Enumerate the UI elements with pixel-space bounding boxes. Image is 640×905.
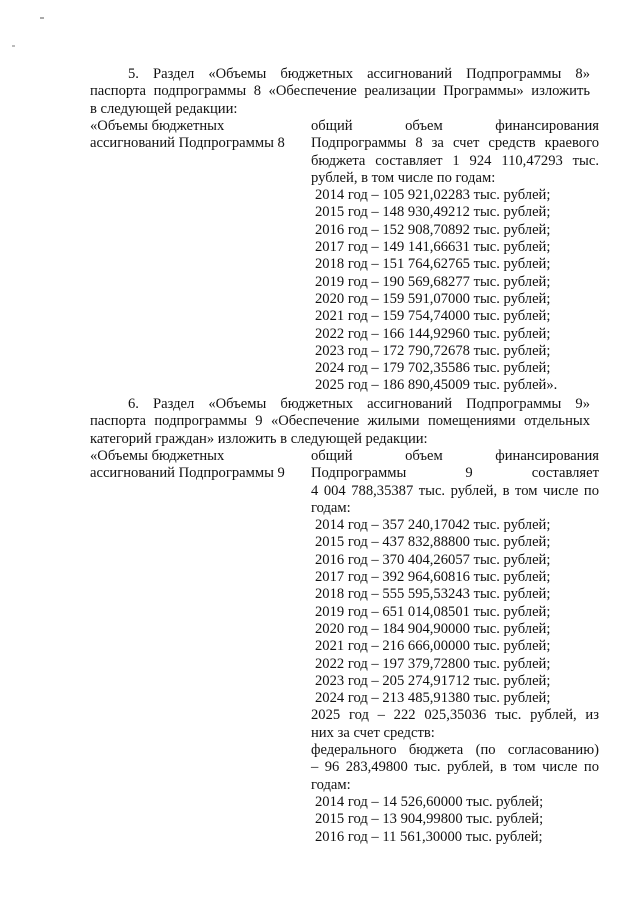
- section6-year2025-line1: 2025 год – 222 025,35036 тыс. рублей, из: [311, 707, 599, 724]
- section5-year-line: 2018 год – 151 764,62765 тыс. рублей;: [315, 256, 551, 273]
- section6-year-line: 2022 год – 197 379,72800 тыс. рублей;: [315, 655, 551, 672]
- scan-speck: [12, 45, 15, 47]
- section6-year2025-line2: них за счет средств:: [311, 724, 435, 741]
- section5-left-column: [90, 118, 300, 153]
- section6-year-line: 2023 год – 205 274,91712 тыс. рублей;: [315, 672, 551, 689]
- section5-year-line: 2017 год – 149 141,66631 тыс. рублей;: [315, 239, 551, 256]
- section6-year-line: 2024 год – 213 485,91380 тыс. рублей;: [315, 690, 551, 707]
- section6-year-line: 2016 год – 370 404,26057 тыс. рублей;: [315, 551, 551, 568]
- section5-year-line: 2015 год – 148 930,49212 тыс. рублей;: [315, 204, 551, 221]
- section5-year-line: 2025 год – 186 890,45009 тыс. рублей».: [315, 377, 558, 394]
- section6-right-line1: общий объем финансирования: [311, 448, 599, 464]
- section5-year-line: 2023 год – 172 790,72678 тыс. рублей;: [315, 342, 551, 359]
- section5-year-line: 2019 год – 190 569,68277 тыс. рублей;: [315, 273, 551, 290]
- section5-right-line3: бюджета составляет 1 924 110,47293 тыс.: [311, 152, 599, 169]
- scan-speck: [40, 17, 44, 19]
- section6-year-line: 2021 год – 216 666,00000 тыс. рублей;: [315, 638, 551, 655]
- section6-fed-line1: федерального бюджета (по согласованию): [311, 742, 599, 759]
- section6-right-line3: 4 004 788,35387 тыс. рублей, в том числе по: [311, 482, 599, 499]
- section5-intro-line2: паспорта подпрограммы 8 «Обеспечение реализации Программы» изложить: [90, 83, 590, 100]
- section5-left-line2: ассигнований Подпрограммы 8: [90, 135, 285, 152]
- section6-year-line: 2020 год – 184 904,90000 тыс. рублей;: [315, 620, 551, 637]
- section5-right-column: [311, 118, 599, 395]
- section6-fed-line2: – 96 283,49800 тыс. рублей, в том числе по: [311, 759, 599, 776]
- section5-year-line: 2024 год – 179 702,35586 тыс. рублей;: [315, 360, 551, 377]
- section5-intro-line1: 5. Раздел «Объемы бюджетных ассигнований Подпрограммы 8»: [128, 66, 590, 82]
- section5-year-line: 2022 год – 166 144,92960 тыс. рублей;: [315, 325, 551, 342]
- section6-right-line4: годам:: [311, 499, 351, 516]
- section5-year-line: 2021 год – 159 754,74000 тыс. рублей;: [315, 308, 551, 325]
- section6-year-line: 2019 год – 651 014,08501 тыс. рублей;: [315, 603, 551, 620]
- section5-year-line: 2016 год – 152 908,70892 тыс. рублей;: [315, 221, 551, 238]
- section6-right-line2: Подпрограммы 9 составляет: [311, 465, 599, 482]
- section5-intro: [90, 66, 590, 118]
- section6-intro-line3: категорий граждан» изложить в следующей редакции:: [90, 430, 428, 447]
- section5-right-line4: рублей, в том числе по годам:: [311, 169, 496, 186]
- section5-intro-line3: в следующей редакции:: [90, 100, 238, 117]
- section6-intro-line2: паспорта подпрограммы 9 «Обеспечение жилыми помещениями отдельных: [90, 413, 590, 430]
- section6-intro-line1: 6. Раздел «Объемы бюджетных ассигнований Подпрограммы 9»: [128, 396, 590, 412]
- section6-year-line: 2017 год – 392 964,60816 тыс. рублей;: [315, 569, 551, 586]
- section6-right-column: [311, 448, 599, 846]
- section5-year-line: 2014 год – 105 921,02283 тыс. рублей;: [315, 187, 551, 204]
- section6-fed-year-line: 2015 год – 13 904,99800 тыс. рублей;: [315, 811, 544, 828]
- section6-year-line: 2018 год – 555 595,53243 тыс. рублей;: [315, 586, 551, 603]
- section6-fed-line3: годам:: [311, 776, 351, 793]
- section6-year-line: 2014 год – 357 240,17042 тыс. рублей;: [315, 517, 551, 534]
- section6-intro: [90, 396, 590, 448]
- section5-left-line1: «Объемы бюджетных: [90, 118, 225, 134]
- section6-fed-year-line: 2014 год – 14 526,60000 тыс. рублей;: [315, 793, 544, 810]
- section6-left-line1: «Объемы бюджетных: [90, 448, 225, 464]
- section6-fed-year-line: 2016 год – 11 561,30000 тыс. рублей;: [315, 828, 543, 845]
- section5-right-line1: общий объем финансирования: [311, 118, 599, 134]
- section5-year-line: 2020 год – 159 591,07000 тыс. рублей;: [315, 290, 551, 307]
- section6-year-line: 2015 год – 437 832,88800 тыс. рублей;: [315, 534, 551, 551]
- section6-left-column: [90, 448, 300, 483]
- section6-left-line2: ассигнований Подпрограммы 9: [90, 465, 285, 482]
- section5-right-line2: Подпрограммы 8 за счет средств краевого: [311, 135, 599, 152]
